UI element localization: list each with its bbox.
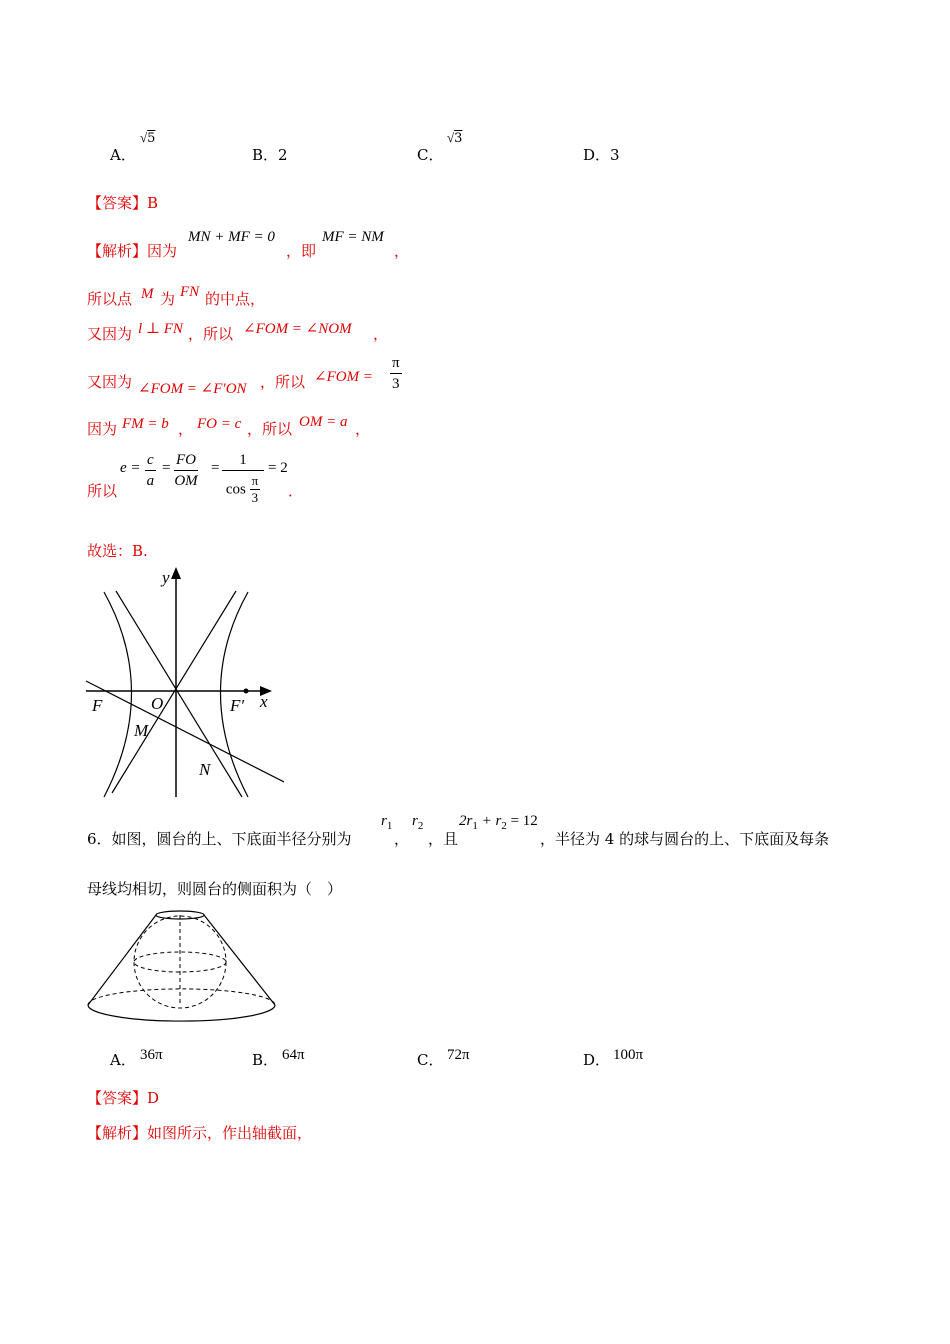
math-fm-eq-b: FM = b [122,416,169,432]
q5-option-c [417,144,443,165]
text: 又因为 [87,325,133,343]
text: 因为 [147,242,178,260]
term: + r [477,813,502,829]
q6-option-a [110,1049,136,1070]
q6-option-b [252,1049,278,1070]
option-value: 3 [610,146,620,164]
text: ， [394,242,410,260]
subscript: 1 [386,820,393,832]
line-l [86,681,284,783]
analysis-tag: 【解析】 [87,242,148,260]
math-angle-fom-nom: ∠FOM = ∠NOM [243,321,352,337]
hyperbola-right-branch [221,592,249,797]
numerator: π [251,473,259,488]
label-f: F [92,696,103,715]
text: ， [178,420,194,438]
q5-conclusion: 故选：B. [87,542,148,560]
denominator [222,471,264,506]
fraction-fo-over-om [174,450,198,491]
y-axis-arrow-icon [171,567,181,579]
text: ，所以 [260,373,306,391]
q6-option-a-value: 36π [140,1047,163,1063]
q5-option-c-value: √3 [447,130,463,146]
frustum-figure [84,905,280,1027]
numerator: 1 [222,450,264,471]
denominator: OM [174,473,198,489]
slant-right [204,915,275,1005]
label-f-prime: F′ [230,696,245,715]
label-m: M [134,721,149,740]
numerator: π [390,353,402,374]
math-fn: FN [180,284,200,300]
option-label: D． [583,146,611,164]
bottom-base-back [88,989,275,1005]
subscript: 2 [417,820,424,832]
subscript: 2 [501,820,507,832]
text: 所以点 [87,290,133,308]
denominator: 3 [392,376,400,392]
asymptote-1 [116,591,245,797]
text: 为 [160,290,176,308]
q6-stem-part-3: ，半径为 4 的球与圆台的上、下底面及每条 [540,830,830,848]
option-label: A． [110,146,136,164]
q5-analysis-line-3 [87,323,132,344]
q5-analysis-line-2 [87,288,132,309]
math-mn-plus-mf: MN + MF = 0 [188,229,275,245]
q5-option-a-value: √5 [140,130,156,146]
q6-answer: 【答案】D [87,1089,160,1107]
option-label: D． [583,1051,611,1069]
slant-left [88,915,156,1005]
q6-option-d-value: 100π [613,1047,644,1063]
q5-answer: 【答案】B [87,194,159,212]
option-label: B． [252,1051,279,1069]
text: 因为 [87,420,118,438]
q6-option-c [417,1049,443,1070]
x-label: x [260,692,268,711]
text: ，所以 [188,325,234,343]
option-label: C． [417,1051,444,1069]
term: = 12 [506,813,538,829]
text: 又因为 [87,373,133,391]
option-value: 3 [454,131,463,146]
text: ，即 [286,242,317,260]
q5-option-d [583,144,620,165]
hyperbola-left-branch [104,592,132,797]
q5-analysis-line-1 [87,240,177,261]
fraction-pi-over-3 [390,353,402,394]
math-mf-eq-nm: MF = NM [322,229,384,245]
math-fo-eq-c: FO = c [197,416,242,432]
q6-analysis: 【解析】如图所示，作出轴截面， [87,1124,313,1142]
q5-analysis-line-4 [87,371,132,392]
denominator: a [146,473,155,489]
label-n: N [199,760,211,779]
option-value: 5 [147,131,156,146]
math-r2 [412,813,423,832]
fraction-1-over-cos [222,450,264,506]
variable: r [412,813,418,829]
q6-stem-line-2: 母线均相切，则圆台的侧面积为（ ） [87,880,343,898]
math-m: M [141,286,154,302]
variable: r [381,813,387,829]
focus-point [244,689,249,694]
bottom-base-front [88,1005,275,1021]
q6-stem-part-1: 6．如图，圆台的上、下底面半径分别为 [87,830,352,848]
text: ， [373,325,389,343]
separator: ， [394,830,410,848]
q6-stem-part-2: ，且 [428,830,459,848]
fraction-pi-over-3 [250,473,261,506]
math-condition [459,813,538,832]
math-l-perp-fn: l ⊥ FN [138,321,183,337]
option-label: C． [417,146,444,164]
sphere-equator [134,952,226,972]
q6-option-c-value: 72π [447,1047,470,1063]
text: 所以 [87,482,118,500]
cos: cos [225,481,246,498]
option-label: B． [252,146,279,164]
math-angle-fom-fon: ∠FOM = ∠F′ON [138,381,247,397]
q5-analysis-line-5 [87,418,117,439]
y-label: y [162,568,170,587]
option-value: 2 [278,146,288,164]
numerator: FO [174,450,198,471]
text: ，所以 [247,420,293,438]
math-r1 [381,813,392,832]
term: 2r [459,813,473,829]
numerator: c [145,450,156,471]
math-angle-fom: ∠FOM = [314,369,373,385]
text: ， [355,420,371,438]
asymptote-2 [112,591,236,793]
text: ． [288,482,304,500]
option-label: A． [110,1051,136,1069]
subscript: 1 [472,820,478,832]
math-om-eq-a: OM = a [299,414,348,430]
q5-option-b [252,144,288,165]
q5-analysis-line-6 [87,480,117,501]
q6-option-b-value: 64π [282,1047,305,1063]
q5-option-a [110,144,136,165]
denominator: 3 [251,490,259,505]
math-e-eq: e = [120,460,141,476]
q6-option-d [583,1049,610,1070]
equals: = [162,460,171,476]
result: = 2 [268,460,288,476]
text: 的中点， [205,290,266,308]
label-o: O [151,694,164,713]
equals: = [211,460,220,476]
hyperbola-figure [84,565,284,805]
fraction-c-over-a [145,450,156,491]
